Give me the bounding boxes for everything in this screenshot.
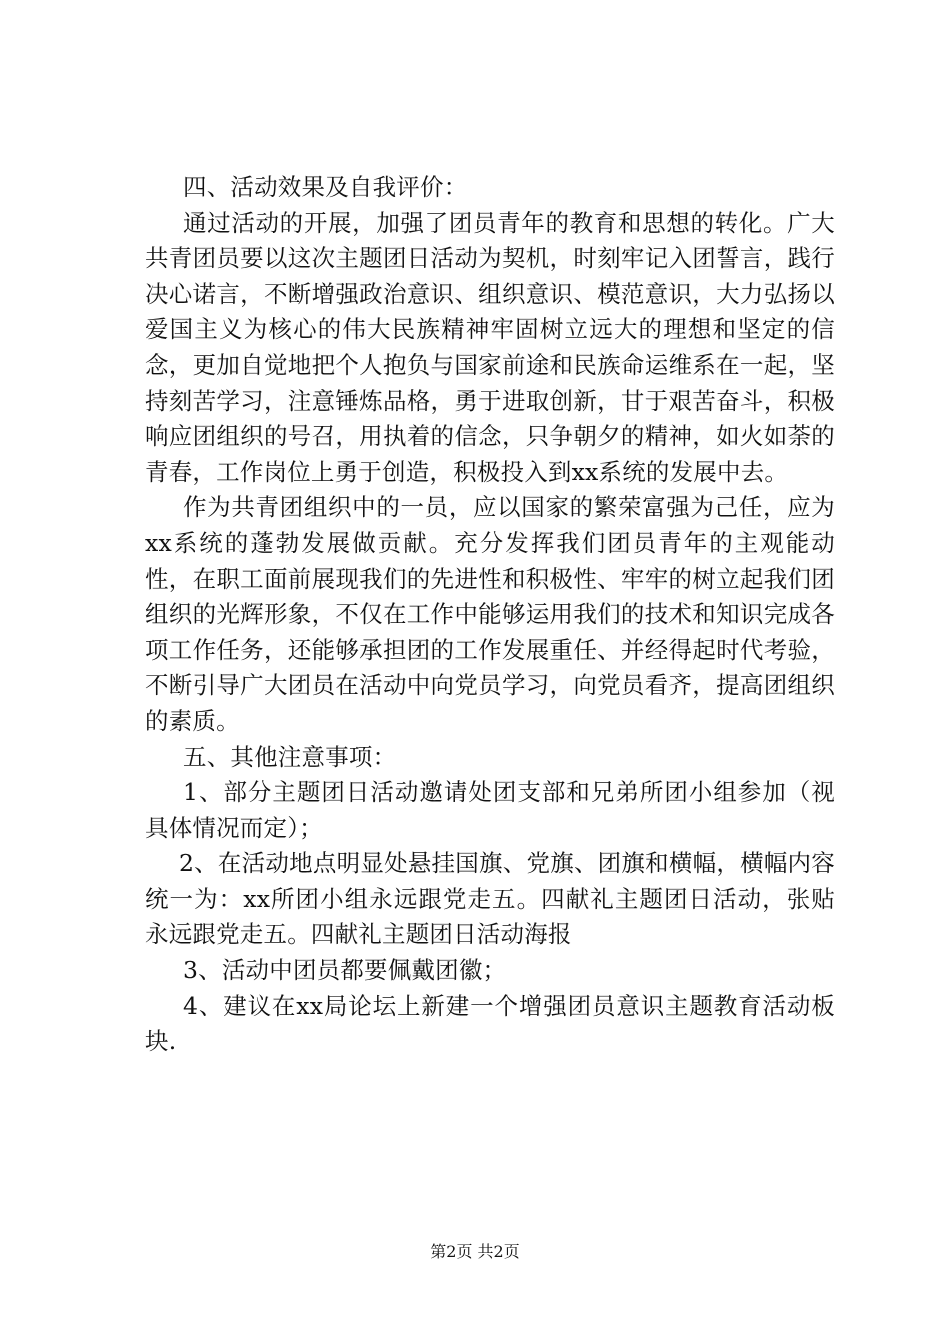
section4-heading: 四、活动效果及自我评价： bbox=[183, 173, 468, 201]
notice-item-3: 3、活动中团员都要佩戴团徽； bbox=[183, 956, 507, 985]
page-number-footer: 第2页 共2页 bbox=[430, 1242, 520, 1261]
notice-item-2: 2、在活动地点明显处悬挂国旗、党旗、团旗和横幅，横幅内容统一为：xx所团小组永远跟党走五。四献礼主题团日活动，张贴永远跟党走五。四献礼主题团日活动海报 bbox=[145, 849, 835, 949]
section5-heading: 五、其他注意事项： bbox=[183, 742, 397, 771]
section4-paragraph-1: 通过活动的开展，加强了团员青年的教育和思想的转化。广大共青团员要以这次主题团日活动为契机，时刻牢记入团誓言，践行决心诺言，不断增强政治意识、组织意识、模范意识，大力弘扬以爱国主义为核心的伟大民族精神牢固树立远大的理想和坚定的信念，更加自觉地把个人抱负与国家前途和民族命运维系在一起，坚持刻苦学习，注意锤炼品格，勇于进取创新，甘于艰苦奋斗，积极响应团组织的号召，用执着的信念，只争朝夕的精神，如火如荼的青春，工作岗位上勇于创造，积极投入到xx系统的发展中去。 bbox=[145, 208, 835, 486]
notice-item-4: 4、建议在xx局论坛上新建一个增强团员意识主题教育活动板块. bbox=[145, 991, 835, 1056]
document-body bbox=[145, 170, 835, 1060]
section4-paragraph-2: 作为共青团组织中的一员，应以国家的繁荣富强为己任，应为xx系统的蓬勃发展做贡献。充分发挥我们团员青年的主观能动性，在职工面前展现我们的先进性和积极性、牢牢的树立起我们团组织的光辉形象，不仅在工作中能够运用我们的技术和知识完成各项工作任务，还能够承担团的工作发展重任、并经得起时代考验，不断引导广大团员在活动中向党员学习，向党员看齐，提高团组织的素质。 bbox=[145, 493, 835, 735]
notice-item-1: 1、部分主题团日活动邀请处团支部和兄弟所团小组参加（视具体情况而定）； bbox=[145, 778, 835, 842]
